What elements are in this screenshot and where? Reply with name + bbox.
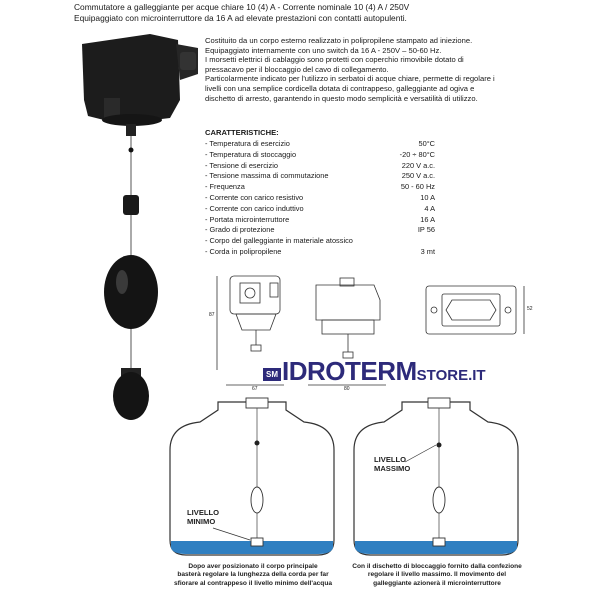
tank-minimum-level xyxy=(170,398,334,555)
specs-title: CARATTERISTICHE: xyxy=(205,128,279,137)
spec-label: - Temperatura di esercizio xyxy=(205,139,290,148)
brand-badge: SM xyxy=(263,368,281,381)
label-line: LIVELLO xyxy=(187,508,220,517)
caption-line: sfiorare al contrappeso il livello minimo dell'acqua xyxy=(173,579,333,587)
label-maximum-level xyxy=(374,455,410,473)
caption-line: regolare il livello massimo. Il movimento del xyxy=(367,571,507,579)
spec-value: -20 ÷ 80°C xyxy=(399,149,435,159)
spec-value: 50°C xyxy=(418,139,435,148)
spec-value: 3 mt xyxy=(420,246,435,256)
dim-label-width-side: 80 xyxy=(344,386,350,392)
caption-line: Dopo aver posizionato il corpo principale xyxy=(188,563,318,570)
spec-label: - Temperatura di stoccaggio xyxy=(205,149,297,159)
caption-right xyxy=(334,563,540,588)
spec-value: 220 V a.c. xyxy=(401,160,435,170)
spec-label: - Corrente con carico induttivo xyxy=(205,203,304,213)
label-line: LIVELLO xyxy=(374,455,407,464)
dim-label-height: 87 xyxy=(209,312,215,318)
spec-value: 10 A xyxy=(420,192,435,202)
description-line: pressacavo per il bloccaggio del cavo di collegamento. xyxy=(205,64,389,74)
technical-drawing-top xyxy=(426,286,524,334)
spec-label: - Corpo del galleggiante in materiale atossico xyxy=(205,236,353,246)
spec-value: 50 - 60 Hz xyxy=(400,182,435,192)
spec-value: 250 V a.c. xyxy=(401,171,435,181)
spec-value: 4 A xyxy=(424,203,435,213)
description-line: dischetto di arresto, garantendo in questo modo semplicità e versatilità di utilizzo. xyxy=(205,93,478,103)
description-line: Particolarmente indicato per l'utilizzo in serbatoi di acque chiare, permette di regolare i xyxy=(205,74,495,84)
description-line: I morsetti elettrici di cablaggio sono protetti con coperchio rimovibile dotato di xyxy=(205,55,464,65)
description-line: Costituito da un corpo esterno realizzato in polipropilene stampato ad iniezione. xyxy=(205,36,473,45)
spec-label: - Corrente con carico resistivo xyxy=(205,192,304,202)
header-line-1: Commutatore a galleggiante per acque chiare 10 (4) A - Corrente nominale 10 (4) A / 250V xyxy=(74,2,410,12)
brand-suffix: STORE.IT xyxy=(416,367,486,384)
description-line: Equipaggiato internamente con uno switch da 16 A - 250V – 50-60 Hz. xyxy=(205,45,442,55)
spec-label: - Tensione massima di commutazione xyxy=(205,171,329,181)
caption-line: galleggiante azionerà il microinterruttore xyxy=(373,579,501,587)
dim-label-top-height: 52 xyxy=(527,306,533,312)
label-line: MINIMO xyxy=(187,517,216,526)
spec-value: IP 56 xyxy=(417,225,435,235)
header-line-2: Equipaggiato con microinterruttore da 16 A ad elevate prestazioni con contatti autopulenti. xyxy=(74,12,407,23)
label-line: MASSIMO xyxy=(374,464,411,473)
spec-value: 16 A xyxy=(420,214,435,224)
spec-label: - Grado di protezione xyxy=(205,225,275,235)
caption-line: basterà regolare la lunghezza della corda per far xyxy=(177,571,329,579)
dim-label-width: 67 xyxy=(252,386,258,392)
spec-label: - Corda in polipropilene xyxy=(205,246,282,256)
spec-label: - Tensione di esercizio xyxy=(205,160,278,170)
caption-line: Con il dischetto di bloccaggio fornito dalla confezione xyxy=(352,563,522,570)
float-switch-product-image xyxy=(82,34,198,420)
label-minimum-level xyxy=(187,508,219,526)
caption-left xyxy=(160,563,346,588)
spec-label: - Portata microinterruttore xyxy=(205,214,290,224)
brand-name: IDROTERM xyxy=(282,356,417,386)
brand-logo xyxy=(282,356,486,387)
description-line: livelli con una semplice cordicella dotata di contrappeso, galleggiante ad ogiva e xyxy=(205,83,475,93)
tank-maximum-level xyxy=(354,398,518,555)
spec-label: - Frequenza xyxy=(205,182,245,192)
